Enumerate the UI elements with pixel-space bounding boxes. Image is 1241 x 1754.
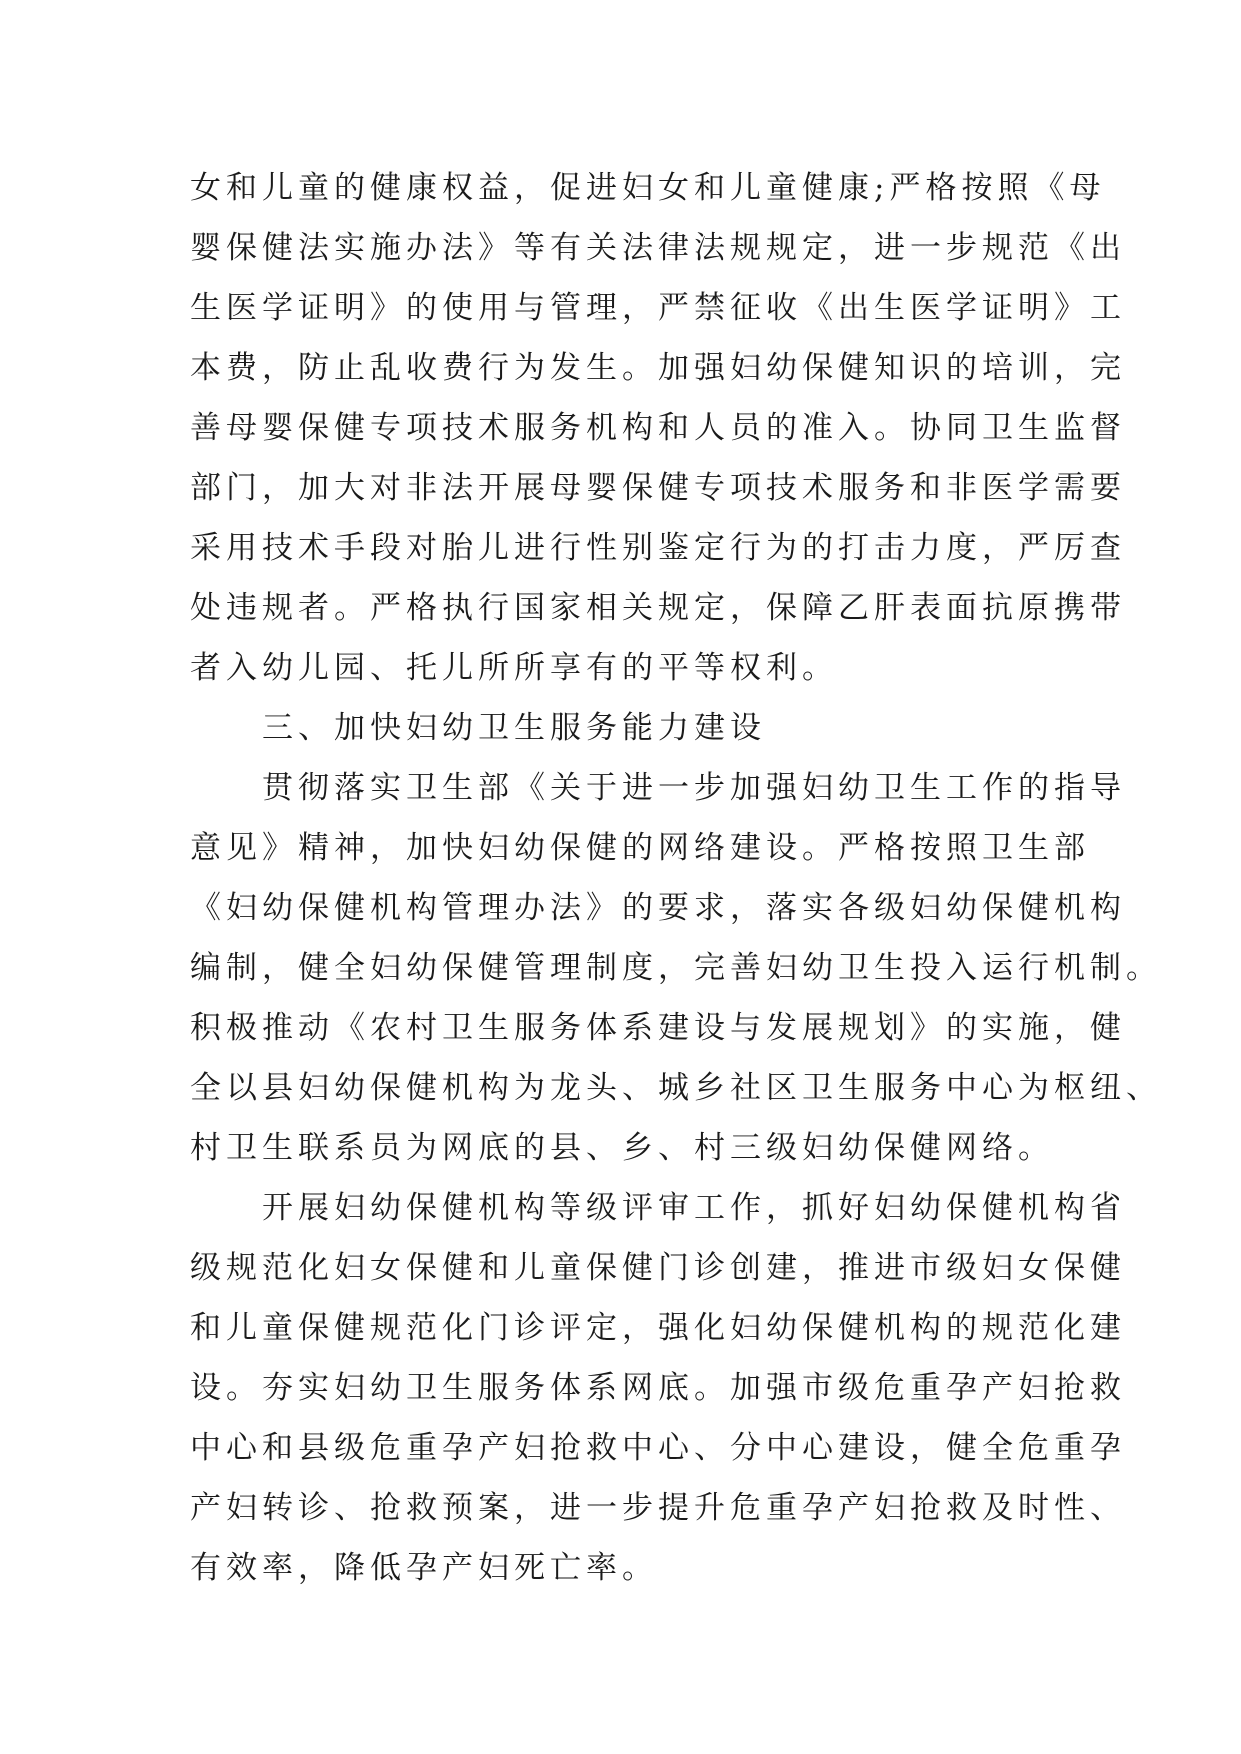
document-body bbox=[190, 158, 1162, 1598]
text-line: 有效率，降低孕产妇死亡率。 bbox=[190, 1550, 658, 1586]
section-heading: 三、加快妇幼卫生服务能力建设 bbox=[190, 710, 766, 746]
text-line: 女和儿童的健康权益，促进妇女和儿童健康;严格按照《母 bbox=[190, 170, 1106, 206]
text-line: 积极推动《农村卫生服务体系建设与发展规划》的实施，健 bbox=[190, 1010, 1126, 1046]
text-line: 设。夯实妇幼卫生服务体系网底。加强市级危重孕产妇抢救 bbox=[190, 1370, 1126, 1406]
text-line: 处违规者。严格执行国家相关规定，保障乙肝表面抗原携带 bbox=[190, 590, 1126, 626]
text-line: 编制，健全妇幼保健管理制度，完善妇幼卫生投入运行机制。 bbox=[190, 950, 1162, 986]
text-line: 全以县妇幼保健机构为龙头、城乡社区卫生服务中心为枢纽、 bbox=[190, 1070, 1162, 1106]
text-line: 级规范化妇女保健和儿童保健门诊创建，推进市级妇女保健 bbox=[190, 1250, 1126, 1286]
text-line: 中心和县级危重孕产妇抢救中心、分中心建设，健全危重孕 bbox=[190, 1430, 1126, 1466]
text-line: 善母婴保健专项技术服务机构和人员的准入。协同卫生监督 bbox=[190, 410, 1126, 446]
text-line: 部门，加大对非法开展母婴保健专项技术服务和非医学需要 bbox=[190, 470, 1126, 506]
text-line: 本费，防止乱收费行为发生。加强妇幼保健知识的培训，完 bbox=[190, 350, 1126, 386]
text-line: 意见》精神，加快妇幼保健的网络建设。严格按照卫生部 bbox=[190, 830, 1090, 866]
text-line: 婴保健法实施办法》等有关法律法规规定，进一步规范《出 bbox=[190, 230, 1126, 266]
text-line: 生医学证明》的使用与管理，严禁征收《出生医学证明》工 bbox=[190, 290, 1126, 326]
text-line: 村卫生联系员为网底的县、乡、村三级妇幼保健网络。 bbox=[190, 1130, 1054, 1166]
text-line: 产妇转诊、抢救预案，进一步提升危重孕产妇抢救及时性、 bbox=[190, 1490, 1126, 1526]
text-line: 和儿童保健规范化门诊评定，强化妇幼保健机构的规范化建 bbox=[190, 1310, 1126, 1346]
text-line: 采用技术手段对胎儿进行性别鉴定行为的打击力度，严厉查 bbox=[190, 530, 1126, 566]
text-line: 者入幼儿园、托儿所所享有的平等权利。 bbox=[190, 650, 838, 686]
text-line: 《妇幼保健机构管理办法》的要求，落实各级妇幼保健机构 bbox=[190, 890, 1126, 926]
text-line: 开展妇幼保健机构等级评审工作，抓好妇幼保健机构省 bbox=[190, 1190, 1126, 1226]
text-line: 贯彻落实卫生部《关于进一步加强妇幼卫生工作的指导 bbox=[190, 770, 1126, 806]
